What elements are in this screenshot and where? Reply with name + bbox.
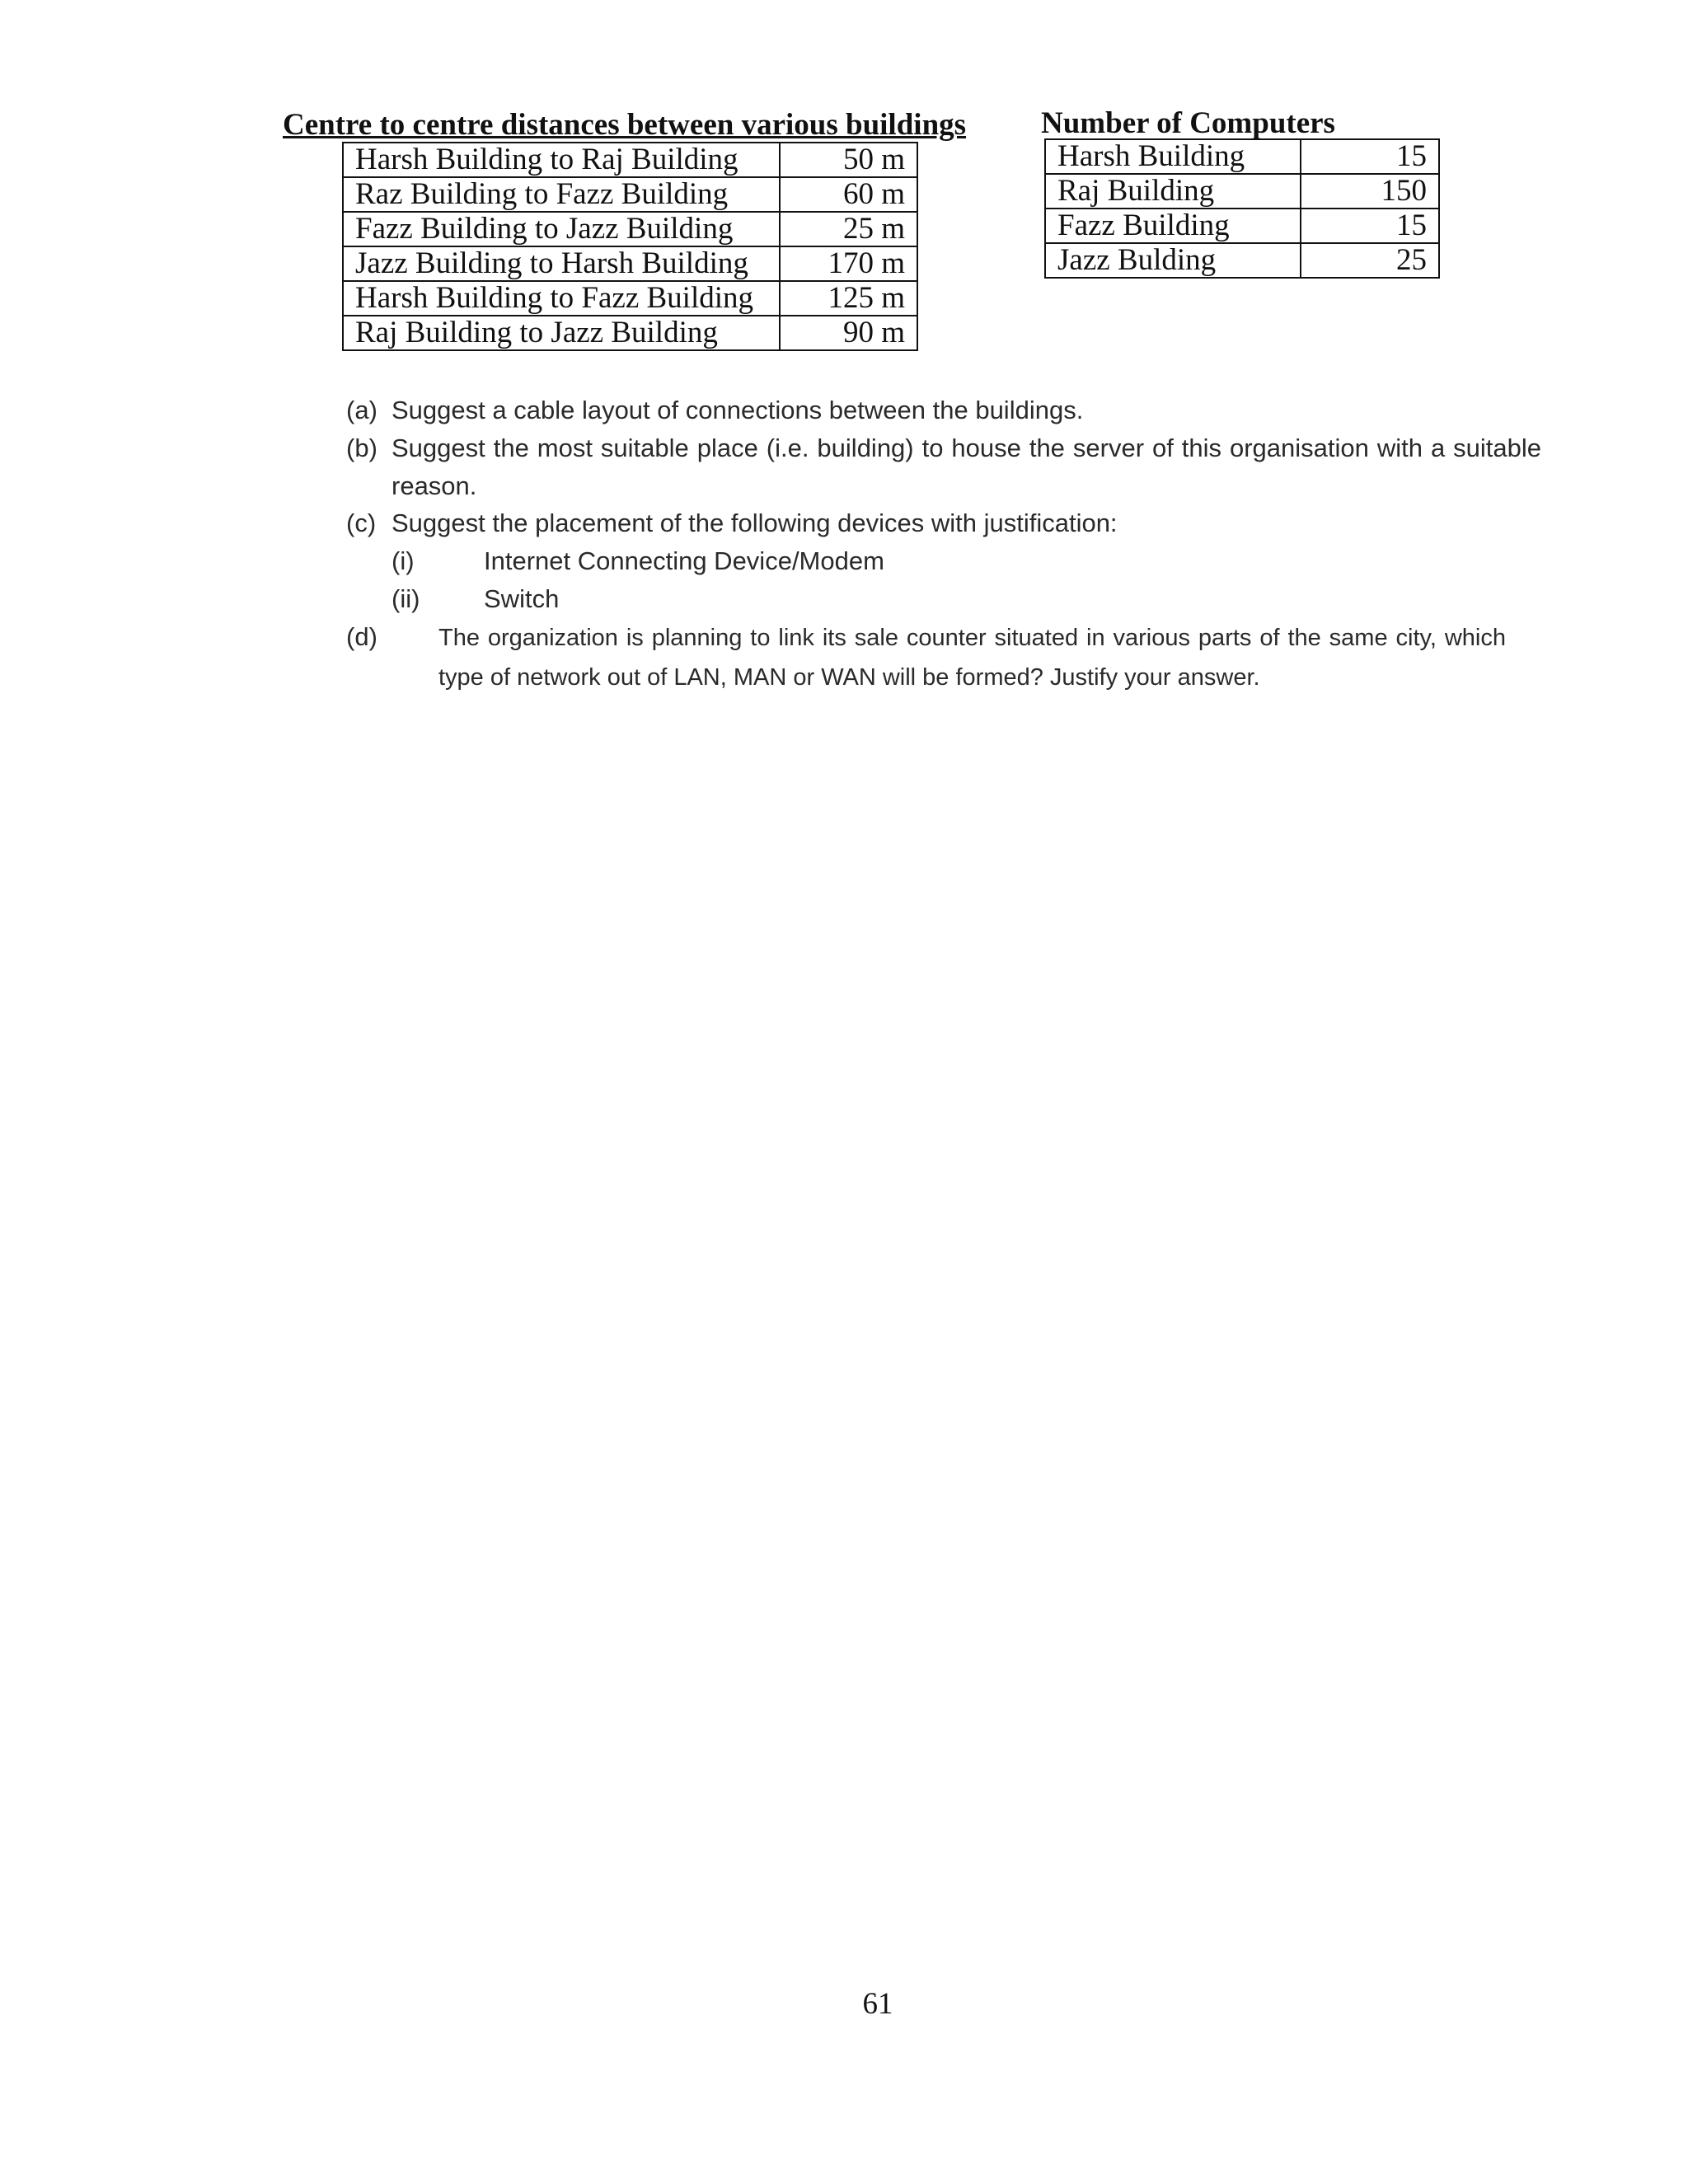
- table-row: [1045, 174, 1439, 209]
- question-c-item-i: [392, 542, 1133, 580]
- building-label: Raj Building: [1045, 174, 1301, 209]
- table-row: [1045, 139, 1439, 174]
- computers-table: [1044, 138, 1440, 279]
- question-marker: (c): [346, 509, 377, 537]
- computer-count: 25: [1301, 243, 1439, 278]
- distance-label: Fazz Building to Jazz Building: [343, 212, 780, 246]
- distance-value: 50 m: [780, 143, 917, 177]
- question-b: [346, 429, 1541, 505]
- distance-value: 25 m: [780, 212, 917, 246]
- table-row: [343, 316, 917, 350]
- question-c: [346, 504, 1500, 542]
- table-row: [343, 143, 917, 177]
- table-row: [343, 177, 917, 212]
- building-label: Jazz Bulding: [1045, 243, 1301, 278]
- page-number: 61: [862, 1987, 893, 2021]
- table-row: [343, 212, 917, 246]
- question-marker: (a): [346, 396, 377, 424]
- question-text: Suggest a cable layout of connections between the buildings.: [392, 396, 1084, 424]
- question-a: [346, 391, 1500, 429]
- distance-label: Raj Building to Jazz Building: [343, 316, 780, 350]
- distance-value: 170 m: [780, 246, 917, 281]
- building-label: Fazz Building: [1045, 209, 1301, 243]
- distance-value: 125 m: [780, 281, 917, 316]
- distance-label: Harsh Building to Raj Building: [343, 143, 780, 177]
- question-text: Suggest the most suitable place (i.e. building) to house the server of this organisation with a suitable reason.: [392, 434, 1541, 500]
- question-d: [346, 618, 1508, 697]
- table-row: [1045, 243, 1439, 278]
- question-marker: (d): [346, 622, 377, 651]
- sub-item-marker: (ii): [392, 584, 420, 613]
- question-marker: (b): [346, 434, 377, 462]
- distance-label: Jazz Building to Harsh Building: [343, 246, 780, 281]
- sub-item-text: Internet Connecting Device/Modem: [484, 546, 884, 575]
- computer-count: 150: [1301, 174, 1439, 209]
- distance-label: Harsh Building to Fazz Building: [343, 281, 780, 316]
- distance-value: 60 m: [780, 177, 917, 212]
- computer-count: 15: [1301, 209, 1439, 243]
- computers-heading: Number of Computers: [1041, 106, 1335, 140]
- question-text: The organization is planning to link its sale counter situated in various parts of the same city, which type of network out of LAN, MAN or WAN will be formed? Justify your answer.: [438, 625, 1506, 691]
- distances-heading: Centre to centre distances between various buildings: [283, 108, 967, 142]
- computer-count: 15: [1301, 139, 1439, 174]
- table-row: [343, 281, 917, 316]
- table-row: [1045, 209, 1439, 243]
- question-text: Suggest the placement of the following devices with justification:: [392, 509, 1118, 537]
- table-row: [343, 246, 917, 281]
- building-label: Harsh Building: [1045, 139, 1301, 174]
- distance-value: 90 m: [780, 316, 917, 350]
- sub-item-text: Switch: [484, 584, 560, 613]
- sub-item-marker: (i): [392, 546, 415, 575]
- distance-label: Raz Building to Fazz Building: [343, 177, 780, 212]
- distances-table: [342, 142, 918, 351]
- question-c-item-ii: [392, 580, 1133, 618]
